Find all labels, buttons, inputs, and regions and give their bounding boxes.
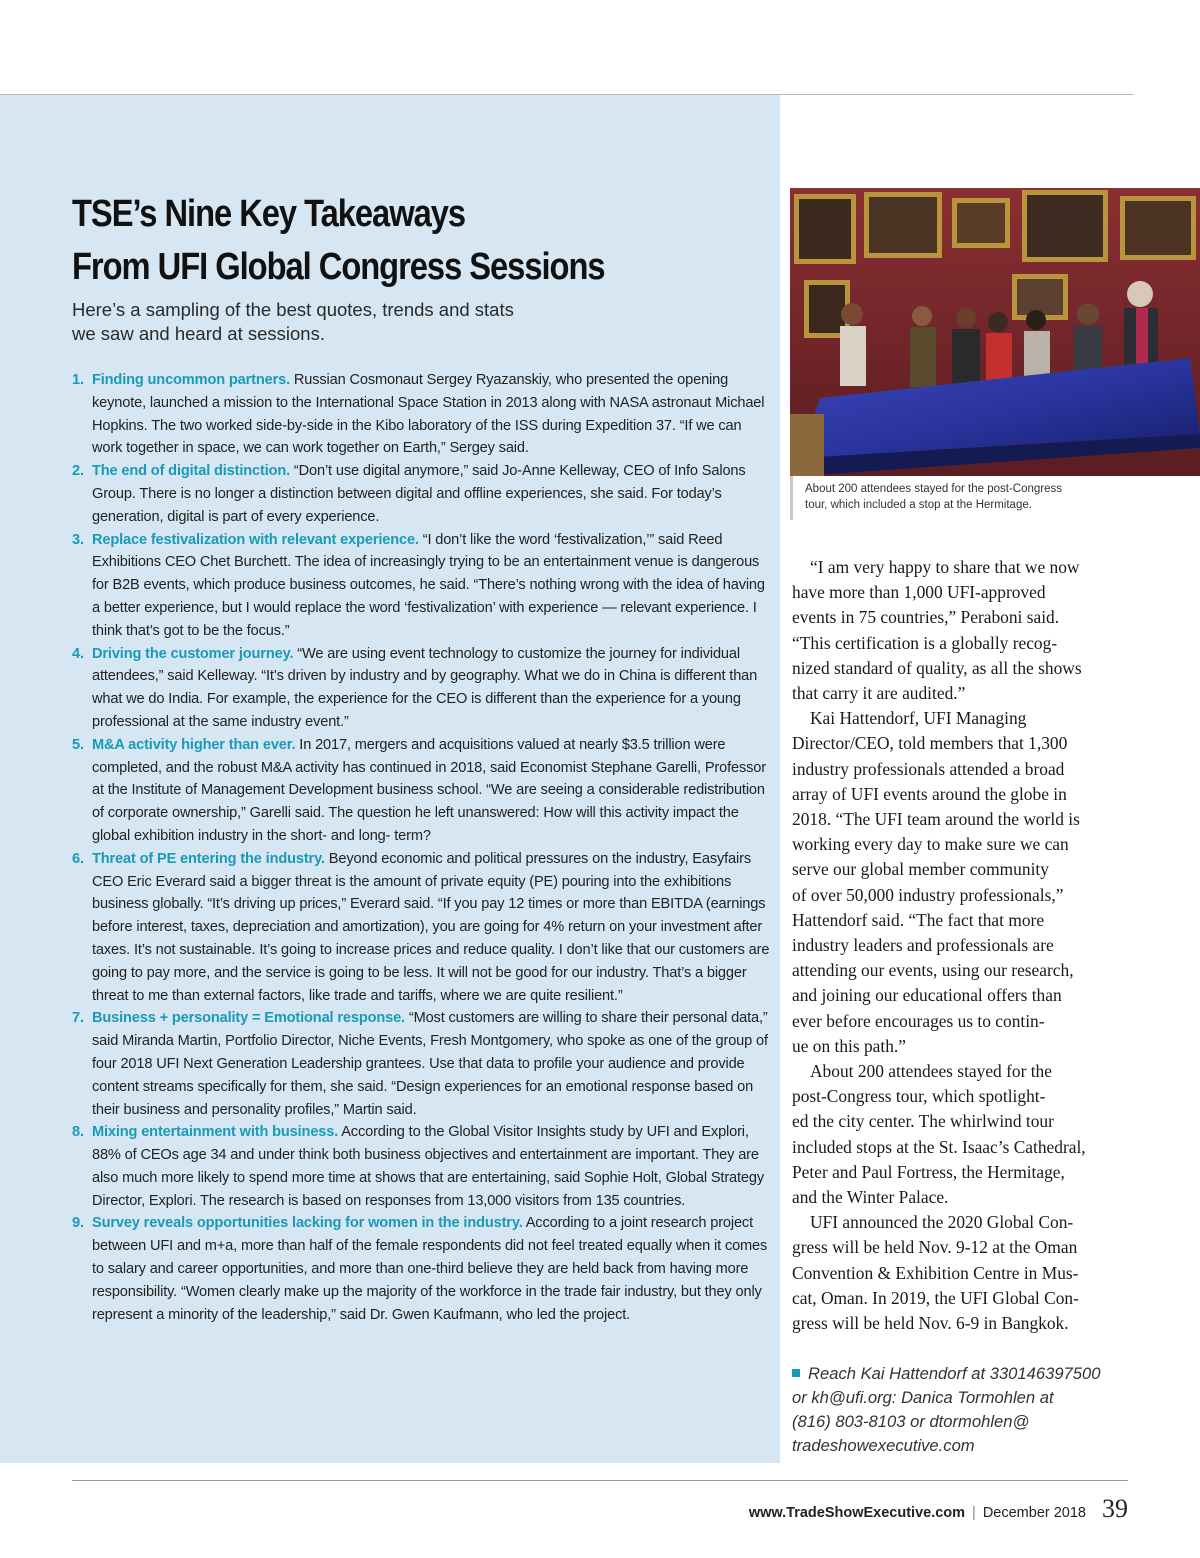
article-line: events in 75 countries,” Peraboni said. [792, 607, 1060, 628]
contact-line-1 [792, 1362, 1132, 1386]
contact-line-4: tradeshowexecutive.com [792, 1436, 975, 1455]
article-line: ever before encourages us to contin- [792, 1010, 1045, 1031]
article-line: and joining our educational offers than [792, 985, 1062, 1006]
article-line: cat, Oman. In 2019, the UFI Global Con- [792, 1287, 1079, 1308]
takeaway-lead: Replace festivalization with relevant experience. [92, 531, 419, 548]
takeaway-number: 3. [72, 531, 84, 548]
headline [72, 188, 657, 294]
takeaway-5 [72, 734, 772, 848]
article-line: gress will be held Nov. 9-12 at the Oman [792, 1237, 1078, 1258]
contact-text: Reach Kai Hattendorf at 330146397500 [808, 1364, 1101, 1383]
takeaway-number: 4. [72, 645, 84, 662]
article-line: have more than 1,000 UFI-approved [792, 582, 1046, 603]
page-footer [749, 1494, 1128, 1524]
takeaway-lead: Survey reveals opportunities lacking for women in the industry. [92, 1215, 523, 1232]
headline-line-2: From UFI Global Congress Sessions [72, 246, 605, 288]
takeaway-6 [72, 848, 772, 1008]
article-line: included stops at the St. Isaac’s Cathedral, [792, 1136, 1086, 1157]
article-line: working every day to make sure we can [792, 834, 1069, 855]
takeaway-body: Beyond economic and political pressures on the industry, Easyfairs CEO Eric Everard said a bigger threat is the amount of private equity (PE) pouring into the exhibitions business globally. “It’s driving up prices,” Everard said. “If you pay 12 times or more than EBITDA (earnings before interest, taxes, depreciation and amortization), you are going for 4% return on your investment after taxes. It’s not sustainable. It’s going to increase prices and reduce quality. I don’t like that our customers are going to pay more, and the service is going to be less. It will not be good for our industry. That’s a bigger threat to me than external factors, like trade and tariffs, where we are quite resilient.” [92, 850, 770, 1004]
takeaway-lead: The end of digital distinction. [92, 463, 291, 480]
headline-line-1: TSE’s Nine Key Takeaways [72, 193, 466, 235]
takeaway-4 [72, 643, 772, 734]
article-line: post-Congress tour, which spotlight- [792, 1086, 1046, 1107]
footer-website-link[interactable]: www.TradeShowExecutive.com [748, 1505, 966, 1521]
article-line: UFI announced the 2020 Global Con- [810, 1212, 1074, 1233]
article-column [792, 555, 1132, 1336]
contact-line-2: or kh@ufi.org: Danica Tormohlen at [792, 1388, 1054, 1407]
hermitage-tour-photo [790, 188, 1200, 476]
takeaway-body: According to a joint research project between UFI and m+a, more than half of the female respondents did not feel treated equally when it comes to salary and career opportunities, and more than one-third believe they are held back from having more responsibility. “Women clearly make up the majority of the workforce in the trade fair industry, but they only represent a minority of the leadership,” said Dr. Gwen Kaufmann, who led the project. [92, 1215, 768, 1323]
takeaway-2 [72, 460, 772, 528]
article-line: Director/CEO, told members that 1,300 [792, 733, 1068, 754]
bottom-rule [72, 1480, 1128, 1481]
article-line: and the Winter Palace. [792, 1187, 949, 1208]
article-line: gress will be held Nov. 6-9 in Bangkok. [792, 1313, 1069, 1334]
footer-issue-date: December 2018 [982, 1505, 1086, 1521]
photo-caption [805, 482, 1195, 513]
takeaway-body: “Most customers are willing to share their personal data,” said Miranda Martin, Portfolio Director, Niche Events, Fresh Montgomery, who spoke as one of the group of four 2018 UFI Next Generation Leadership grantees. Use that data to profile your audience and provide content streams specifically for them, she said. “Design experiences for an emotional response based on their business and personality profiles,” Martin said. [92, 1010, 768, 1118]
article-line: Hattendorf said. “The fact that more [792, 909, 1045, 930]
takeaway-number: 7. [72, 1010, 84, 1027]
article-line: “This certification is a globally recog- [792, 632, 1058, 653]
deck [72, 298, 592, 346]
takeaway-7 [72, 1007, 772, 1121]
takeaways-list [72, 369, 772, 1326]
article-line: attending our events, using our research, [792, 960, 1074, 981]
article-line: industry professionals attended a broad [792, 758, 1065, 779]
takeaway-number: 2. [72, 463, 84, 480]
article-line: industry leaders and professionals are [792, 935, 1054, 956]
takeaway-lead: Threat of PE entering the industry. [92, 850, 325, 867]
article-line: ed the city center. The whirlwind tour [792, 1111, 1054, 1132]
contact-line-3: (816) 803-8103 or dtormohlen@ [792, 1412, 1030, 1431]
contact-info [792, 1362, 1132, 1458]
photo-illustration [790, 188, 1200, 476]
takeaway-lead: Finding uncommon partners. [92, 372, 290, 388]
takeaway-lead: Driving the customer journey. [92, 645, 294, 662]
article-line: ue on this path.” [792, 1035, 906, 1056]
caption-line-1: About 200 attendees stayed for the post-Congress [805, 483, 1062, 495]
article-line: “I am very happy to share that we now [810, 557, 1080, 577]
article-line: Kai Hattendorf, UFI Managing [810, 708, 1027, 729]
takeaway-body: Russian Cosmonaut Sergey Ryazanskiy, who presented the opening keynote, launched a mission to the International Space Station in 2013 along with NASA astronaut Michael Hopkins. The two worked side-by-side in the Kibo laboratory of the ISS during Expedition 37. “If we can work together in space, we can work together on Earth,” Sergey said. [92, 372, 765, 457]
caption-rule [790, 476, 793, 520]
article-line: of over 50,000 industry professionals,” [792, 884, 1064, 905]
takeaway-9 [72, 1212, 772, 1326]
article-line: Convention & Exhibition Centre in Mus- [792, 1262, 1079, 1283]
footer-separator: | [972, 1505, 976, 1521]
deck-line-1: Here’s a sampling of the best quotes, trends and stats [72, 299, 514, 320]
article-line: that carry it are audited.” [792, 683, 966, 704]
takeaway-number: 6. [72, 850, 84, 867]
square-bullet-icon [792, 1369, 800, 1377]
article-line: Peter and Paul Fortress, the Hermitage, [792, 1161, 1065, 1182]
article-line: array of UFI events around the globe in [792, 783, 1067, 804]
takeaway-3 [72, 529, 772, 643]
article-line: About 200 attendees stayed for the [810, 1061, 1052, 1082]
takeaway-body: “I don’t like the word ‘festivalization,’” said Reed Exhibitions CEO Chet Burchett. The idea of increasingly trying to be an entertainment venue is dangerous for B2B events, which produce business outcomes, he said. “There’s nothing wrong with the idea of having a better experience, but I would replace the word ‘festivalization’ with experience — relevant experience. I think that’s got to be the focus.” [92, 531, 765, 639]
takeaway-body: In 2017, mergers and acquisitions valued at nearly $3.5 trillion were completed, and the robust M&A activity has continued in 2018, said Economist Stephane Garelli, Professor at the Institute of Management Development business school. “We are seeing a considerable redistribution of corporate ownership,” Garelli said. The question he left unanswered: How will this activity impact the global exhibition industry in the short- and long- term? [92, 736, 766, 844]
takeaway-body: “Don’t use digital anymore,” said Jo-Anne Kelleway, CEO of Info Salons Group. There is no longer a distinction between digital and offline experiences, she said. For today’s generation, digital is part of every experience. [92, 463, 746, 525]
takeaway-number: 8. [72, 1124, 84, 1141]
takeaway-8 [72, 1121, 772, 1212]
takeaway-body: “We are using event technology to customize the journey for individual attendees,” said Kelleway. “It’s driven by industry and by geography. What we do in China is different than what we do India. For example, the experience for the CEO is different than the experience for a young professional at the same industry event.” [92, 645, 758, 730]
takeaway-number: 5. [72, 736, 84, 753]
takeaway-1 [72, 369, 772, 460]
takeaway-body: According to the Global Visitor Insights study by UFI and Explori, 88% of CEOs age 34 and under think both business objectives and entertainment are important. They are also much more likely to spend more time at shows that are entertaining, said Sophie Holt, Global Strategy Director, Explori. The research is based on responses from 13,000 visitors from 135 countries. [92, 1124, 764, 1209]
article-line: nized standard of quality, as all the shows [792, 657, 1082, 678]
takeaway-lead: Mixing entertainment with business. [92, 1124, 339, 1141]
deck-line-2: we saw and heard at sessions. [72, 323, 325, 344]
takeaway-lead: M&A activity higher than ever. [92, 736, 296, 753]
takeaway-number: 9. [72, 1215, 84, 1232]
takeaway-number: 1. [72, 372, 84, 388]
page-number: 39 [1102, 1494, 1128, 1523]
takeaway-lead: Business + personality = Emotional response. [92, 1010, 405, 1027]
article-line: serve our global member community [792, 859, 1049, 880]
caption-line-2: tour, which included a stop at the Hermitage. [805, 498, 1032, 511]
article-line: 2018. “The UFI team around the world is [792, 809, 1080, 830]
